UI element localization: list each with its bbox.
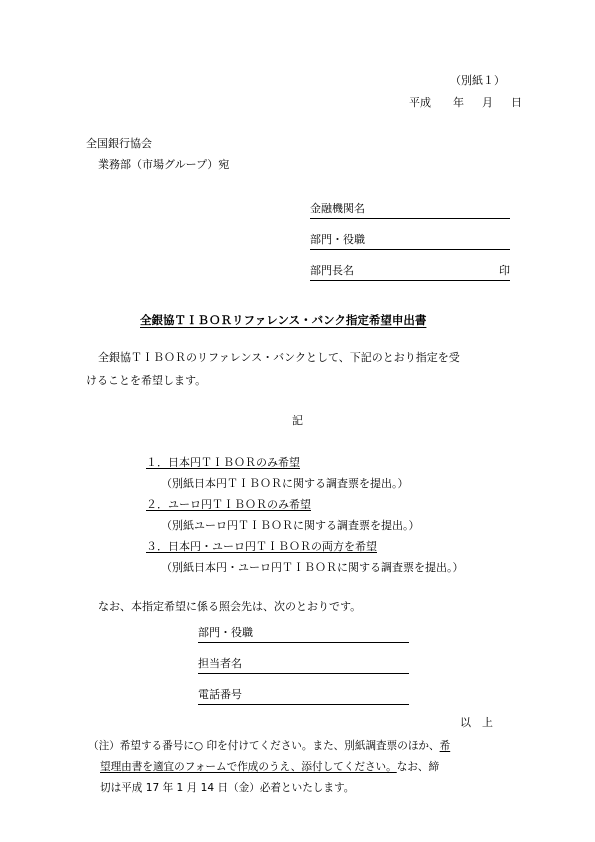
- institution-name-label: 金融機関名: [310, 202, 365, 215]
- option-3-label[interactable]: ３．日本円・ユーロ円ＴＩＢＯＲの両方を希望: [146, 540, 377, 553]
- contact-person-field[interactable]: [198, 657, 409, 674]
- intro-line-1: 全銀協ＴＩＢＯＲのリファレンス・バンクとして、下記のとおり指定を受: [98, 351, 460, 364]
- attachment-label: （別紙１）: [450, 74, 505, 87]
- date-line: [409, 96, 522, 110]
- option-2-note: （別紙ユーロ円ＴＩＢＯＲに関する調査票を提出。）: [161, 519, 420, 532]
- contact-phone-field[interactable]: [198, 688, 409, 705]
- option-1-label[interactable]: １．日本円ＴＩＢＯＲのみ希望: [146, 456, 300, 469]
- note-line-2: [100, 760, 439, 774]
- intro-line-2: けることを希望します。: [86, 374, 207, 387]
- date-day-unit: 日: [511, 96, 522, 109]
- option-3-note: （別紙日本円・ユーロ円ＴＩＢＯＲに関する調査票を提出。）: [161, 561, 464, 574]
- contact-phone-label: 電話番号: [198, 688, 242, 701]
- ki-heading: 記: [292, 414, 303, 427]
- department-title-label: 部門・役職: [310, 233, 365, 246]
- note-line-1-underlined: 希: [439, 740, 451, 752]
- date-year-unit: 年: [453, 96, 464, 109]
- document-title: 全銀協ＴＩＢＯＲリファレンス・バンク指定希望申出書: [140, 313, 427, 327]
- date-month-unit: 月: [482, 96, 493, 109]
- option-1-note: （別紙日本円ＴＩＢＯＲに関する調査票を提出。）: [161, 477, 409, 490]
- note-line-1: [88, 739, 450, 753]
- seal-mark: 印: [499, 264, 510, 277]
- institution-name-field[interactable]: [310, 202, 510, 219]
- department-title-field[interactable]: [310, 233, 510, 250]
- contact-department-label: 部門・役職: [198, 626, 253, 639]
- option-2-label[interactable]: ２．ユーロ円ＴＩＢＯＲのみ希望: [146, 498, 311, 511]
- note-line-3: 切は平成 17 年 1 月 14 日（金）必着といたします。: [100, 782, 355, 794]
- date-era: 平成: [409, 96, 431, 109]
- addressee-dept: 業務部（市場グループ）宛: [98, 158, 230, 171]
- contact-intro: なお、本指定希望に係る照会先は、次のとおりです。: [98, 600, 362, 613]
- department-head-label: 部門長名: [310, 264, 354, 277]
- closing-mark: 以 上: [460, 716, 493, 729]
- note-line-2-underlined: 望理由書を適宜のフォームで作成のうえ、添付してください。: [100, 761, 397, 773]
- note-line-2-suffix: なお、締: [396, 761, 440, 773]
- note-line-1-prefix: （注）希望する番号に○ 印を付けてください。また、別紙調査票のほか、: [88, 740, 440, 752]
- contact-person-label: 担当者名: [198, 657, 242, 670]
- addressee-org: 全国銀行協会: [86, 137, 152, 150]
- department-head-field[interactable]: [310, 264, 510, 281]
- contact-department-field[interactable]: [198, 626, 409, 643]
